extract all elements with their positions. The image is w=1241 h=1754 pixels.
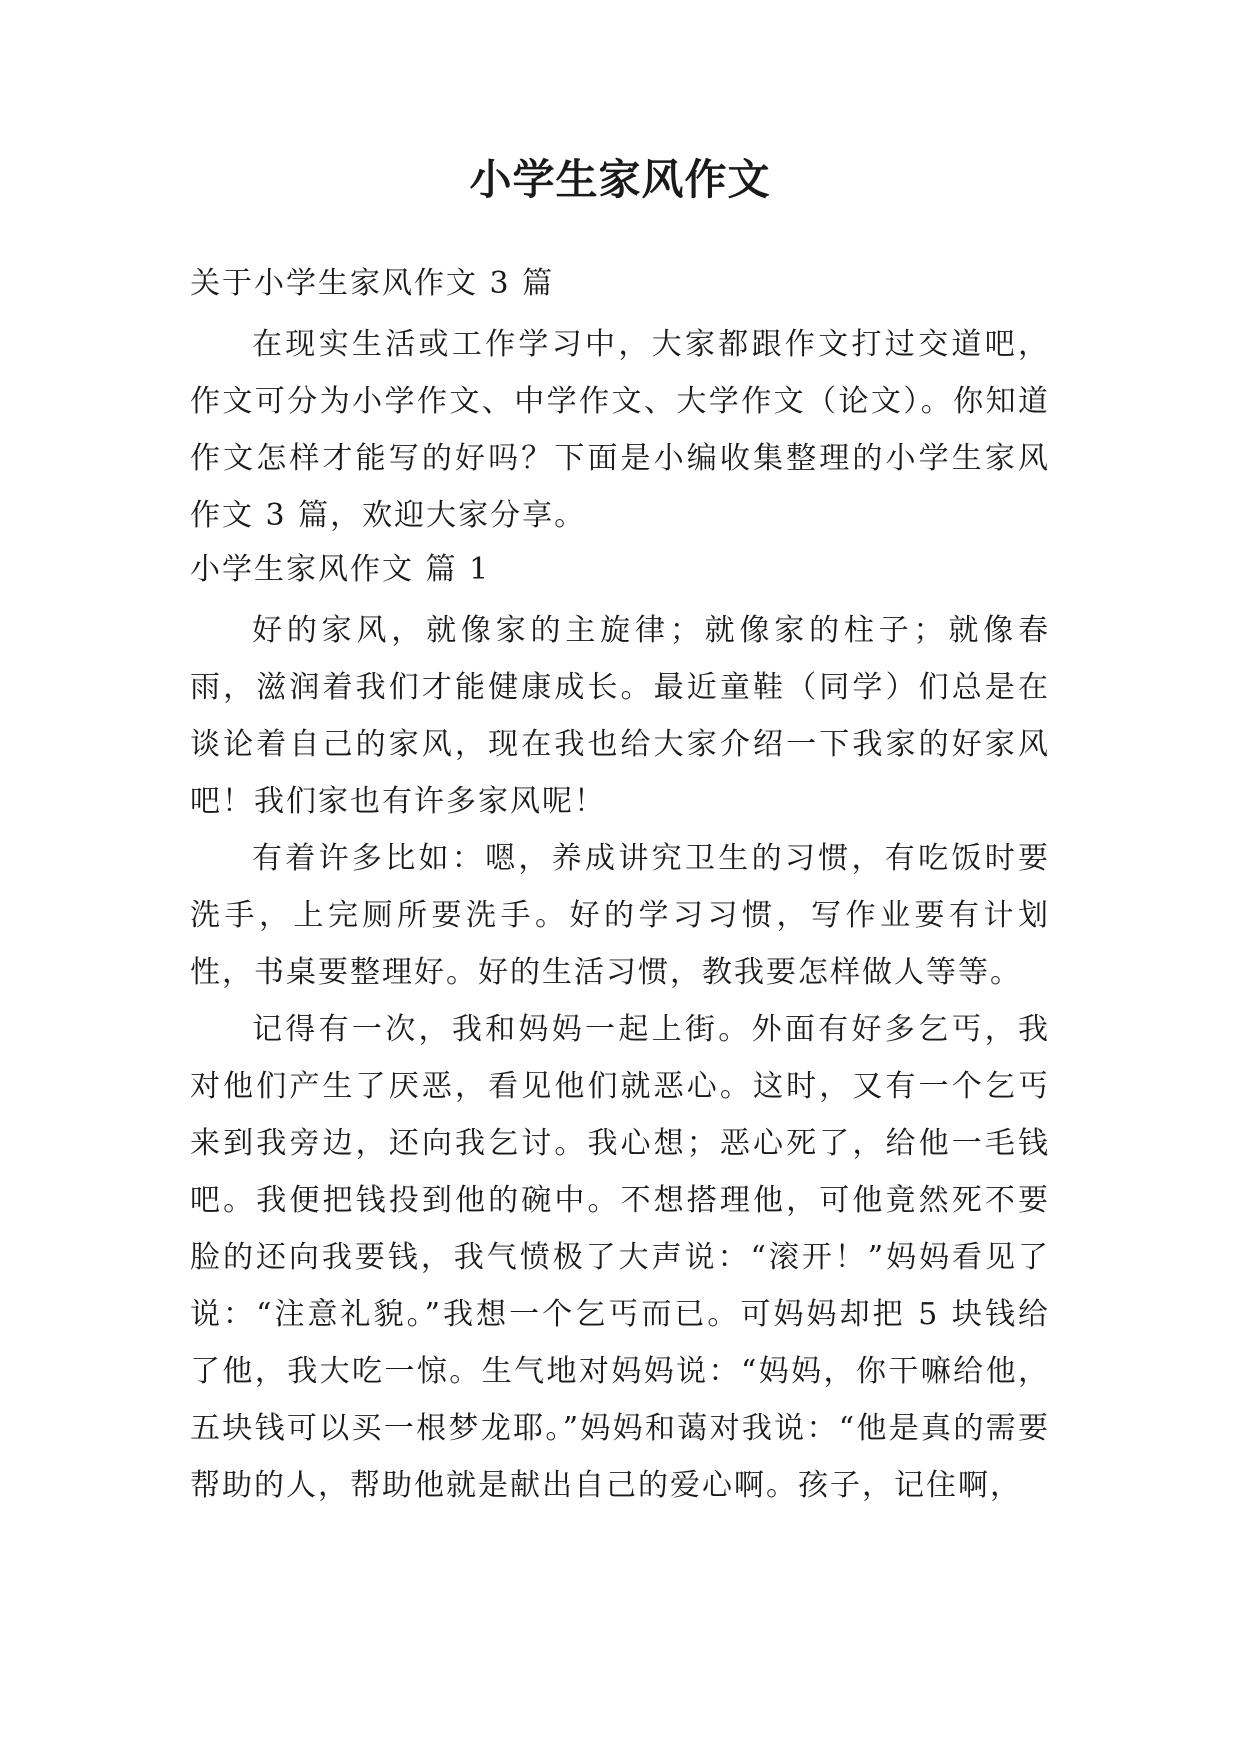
body-paragraph-3: 记得有一次，我和妈妈一起上街。外面有好多乞丐，我对他们产生了厌恶，看见他们就恶心。这时，又有一个乞丐来到我旁边，还向我乞讨。我心想；恶心死了，给他一毛钱吧。我便把钱投到他的碗中。不想搭理他，可他竟然死不要脸的还向我要钱，我气愤极了大声说：“滚开！”妈妈看见了说：“注意礼貌。”我想一个乞丐而已。可妈妈却把 5 块钱给了他，我大吃一惊。生气地对妈妈说：“妈妈，你干嘛给他，五块钱可以买一根梦龙耶。”妈妈和蔼对我说：“他是真的需要帮助的人，帮助他就是献出自己的爱心啊。孩子，记住啊，: [190, 1012, 1050, 1503]
intro-paragraph: 在现实生活或工作学习中，大家都跟作文打过交道吧，作文可分为小学作文、中学作文、大学作文（论文）。你知道作文怎样才能写的好吗？下面是小编收集整理的小学生家风作文 3 篇，欢迎大家分享。: [190, 327, 1050, 533]
document-title: 小学生家风作文: [469, 155, 771, 204]
document-subtitle: 关于小学生家风作文 3 篇: [190, 266, 555, 301]
body-paragraph-1: 好的家风，就像家的主旋律；就像家的柱子；就像春雨，滋润着我们才能健康成长。最近童鞋（同学）们总是在谈论着自己的家风，现在我也给大家介绍一下我家的好家风吧！我们家也有许多家风呢！: [190, 613, 1050, 819]
body-paragraph-2: 有着许多比如：嗯，养成讲究卫生的习惯，有吃饭时要洗手，上完厕所要洗手。好的学习习惯，写作业要有计划性，书桌要整理好。好的生活习惯，教我要怎样做人等等。: [190, 841, 1050, 990]
document-body: [190, 258, 1050, 1514]
section-heading: 小学生家风作文 篇 1: [190, 552, 491, 587]
